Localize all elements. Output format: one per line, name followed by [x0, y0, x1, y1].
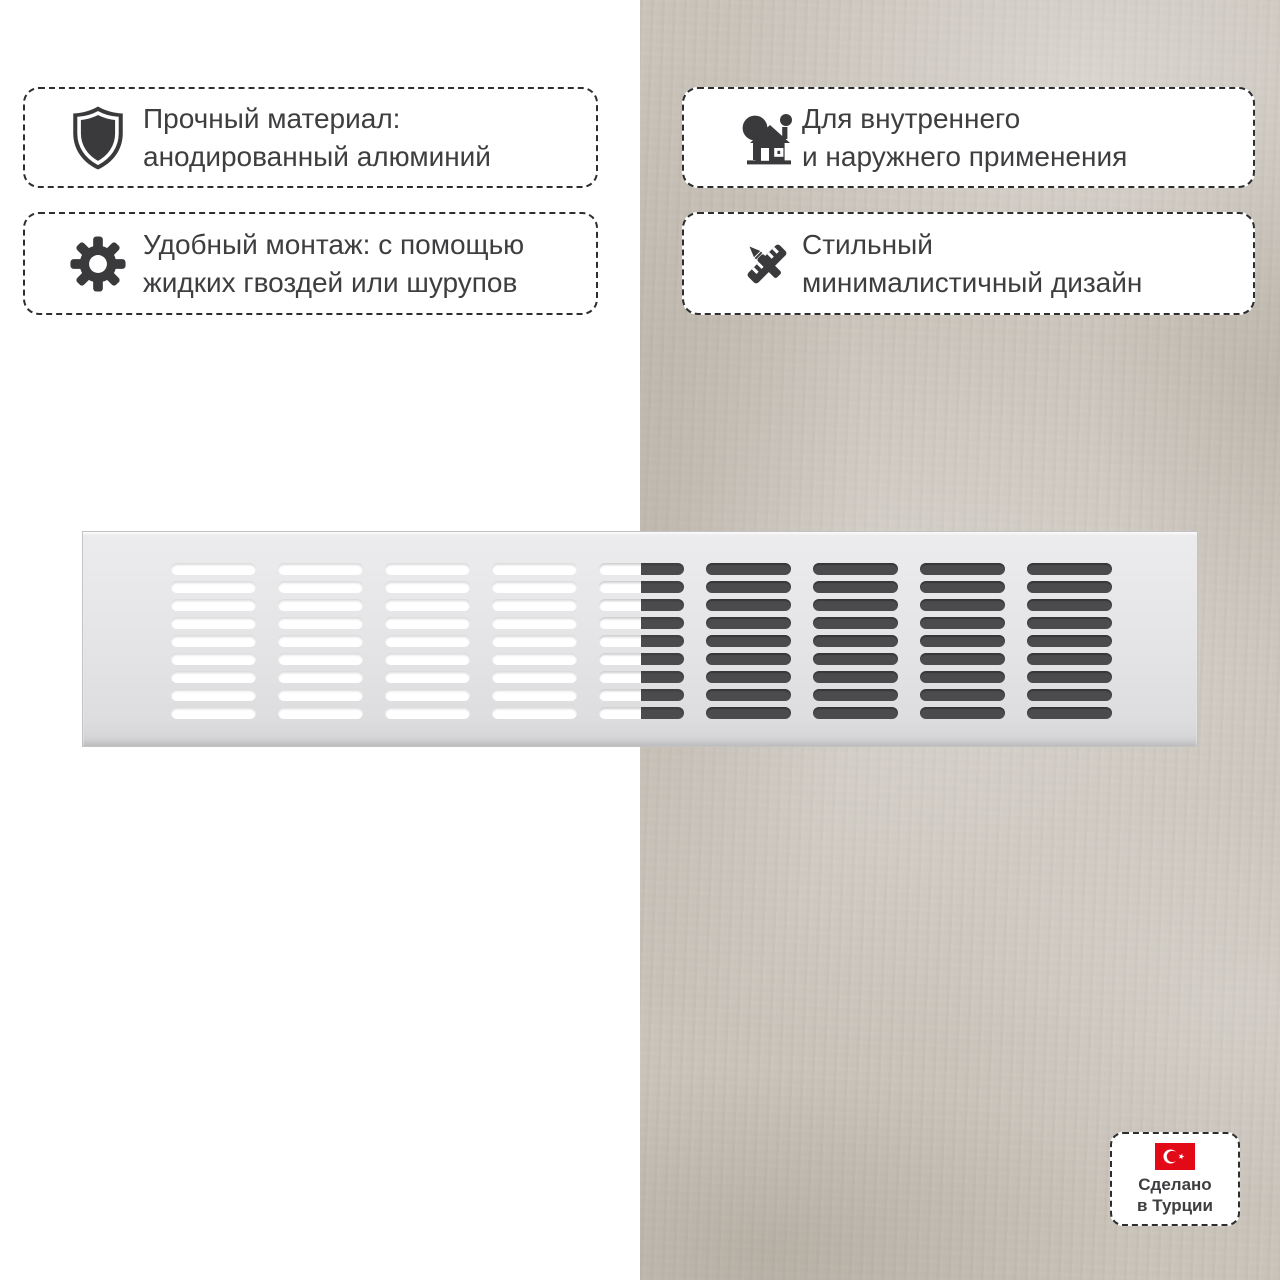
grille-slot [920, 689, 1005, 701]
grille-slot [492, 671, 577, 683]
grille-slot [1027, 599, 1112, 611]
grille-slot [1027, 689, 1112, 701]
shield-icon [67, 102, 129, 174]
feature-line: Стильный [802, 228, 933, 260]
made-in-line: Сделано [1138, 1175, 1212, 1194]
grille-slot [813, 563, 898, 575]
made-in-label [1137, 1174, 1213, 1216]
grille-slot [278, 707, 363, 719]
made-in-line: в Турции [1137, 1196, 1213, 1215]
grille-slot [1027, 707, 1112, 719]
grille-slot [278, 599, 363, 611]
grille-slot [385, 581, 470, 593]
grille-slot [599, 707, 684, 719]
grille-slot [706, 563, 791, 575]
grille-slot [599, 635, 684, 647]
feature-line: и наружнего применения [802, 140, 1128, 172]
feature-box-material [23, 87, 598, 188]
grille-slot [920, 599, 1005, 611]
grille-slot [920, 635, 1005, 647]
grille-slot [492, 635, 577, 647]
grille-slot [278, 653, 363, 665]
grille-slot [920, 581, 1005, 593]
grille-slot [813, 635, 898, 647]
grille-slot [1027, 653, 1112, 665]
feature-line: жидких гвоздей или шурупов [143, 266, 518, 298]
grille-slot [706, 581, 791, 593]
grille-slot [385, 599, 470, 611]
grille-slot [171, 707, 256, 719]
grille-slot [171, 599, 256, 611]
grille-slot [706, 599, 791, 611]
grille-slot [706, 707, 791, 719]
grille-slot [492, 599, 577, 611]
grille-slot [278, 689, 363, 701]
grille-slot [1027, 671, 1112, 683]
grille-slot [492, 653, 577, 665]
grille-slot [492, 689, 577, 701]
grille-slot [599, 671, 684, 683]
house-outdoor-icon [732, 102, 802, 174]
grille-slot [1027, 635, 1112, 647]
feature-box-mounting [23, 212, 598, 315]
turkey-flag-icon [1155, 1143, 1195, 1170]
grille-slot [385, 563, 470, 575]
grille-slot [171, 581, 256, 593]
grille-slot [920, 617, 1005, 629]
grille-slot [706, 617, 791, 629]
grille-slot [813, 617, 898, 629]
grille-slot [278, 671, 363, 683]
grille-slot [171, 635, 256, 647]
grille-slot [1027, 563, 1112, 575]
made-in-turkey-badge [1110, 1132, 1240, 1226]
feature-line: анодированный алюминий [143, 140, 491, 172]
grille-slot [920, 653, 1005, 665]
grille-slot [920, 707, 1005, 719]
grille-slot [706, 635, 791, 647]
grille-slot [278, 635, 363, 647]
pencil-ruler-icon [732, 228, 802, 300]
grille-slot [385, 635, 470, 647]
feature-line: Удобный монтаж: с помощью [143, 228, 525, 260]
feature-line: Прочный материал: [143, 102, 401, 134]
grille-slot [278, 563, 363, 575]
feature-line: минималистичный дизайн [802, 266, 1143, 298]
grille-slot [920, 671, 1005, 683]
grille-slot [599, 689, 684, 701]
feature-text [802, 226, 1142, 302]
grille-slot [385, 653, 470, 665]
grille-slot [492, 563, 577, 575]
feature-line: Для внутреннего [802, 102, 1021, 134]
grille-slot [599, 617, 684, 629]
grille-slot [385, 707, 470, 719]
ventilation-grille [82, 531, 1198, 747]
grille-slot [599, 653, 684, 665]
grille-slot [171, 563, 256, 575]
feature-text [802, 100, 1127, 176]
grille-slot [171, 689, 256, 701]
grille-slot [385, 671, 470, 683]
grille-slot [278, 581, 363, 593]
grille-slot [278, 617, 363, 629]
grille-slot [813, 653, 898, 665]
grille-slot [385, 617, 470, 629]
feature-text [143, 226, 524, 302]
grille-slot [599, 581, 684, 593]
grille-slot [706, 671, 791, 683]
grille-slot [813, 707, 898, 719]
grille-slot [706, 653, 791, 665]
grille-slot [492, 581, 577, 593]
grille-slot [492, 617, 577, 629]
grille-slot [385, 689, 470, 701]
grille-slot [492, 707, 577, 719]
grille-slot [1027, 617, 1112, 629]
grille-slot [171, 653, 256, 665]
feature-box-design [682, 212, 1255, 315]
feature-text [143, 100, 491, 176]
grille-slot [599, 563, 684, 575]
grille-slot [813, 689, 898, 701]
grille-slot [813, 599, 898, 611]
grille-slot [171, 671, 256, 683]
grille-slot [920, 563, 1005, 575]
grille-slot [706, 689, 791, 701]
grille-slot [171, 617, 256, 629]
gear-icon [67, 228, 129, 300]
feature-box-usage [682, 87, 1255, 188]
grille-slot [813, 581, 898, 593]
grille-slot [599, 599, 684, 611]
grille-slot [1027, 581, 1112, 593]
grille-slot [813, 671, 898, 683]
